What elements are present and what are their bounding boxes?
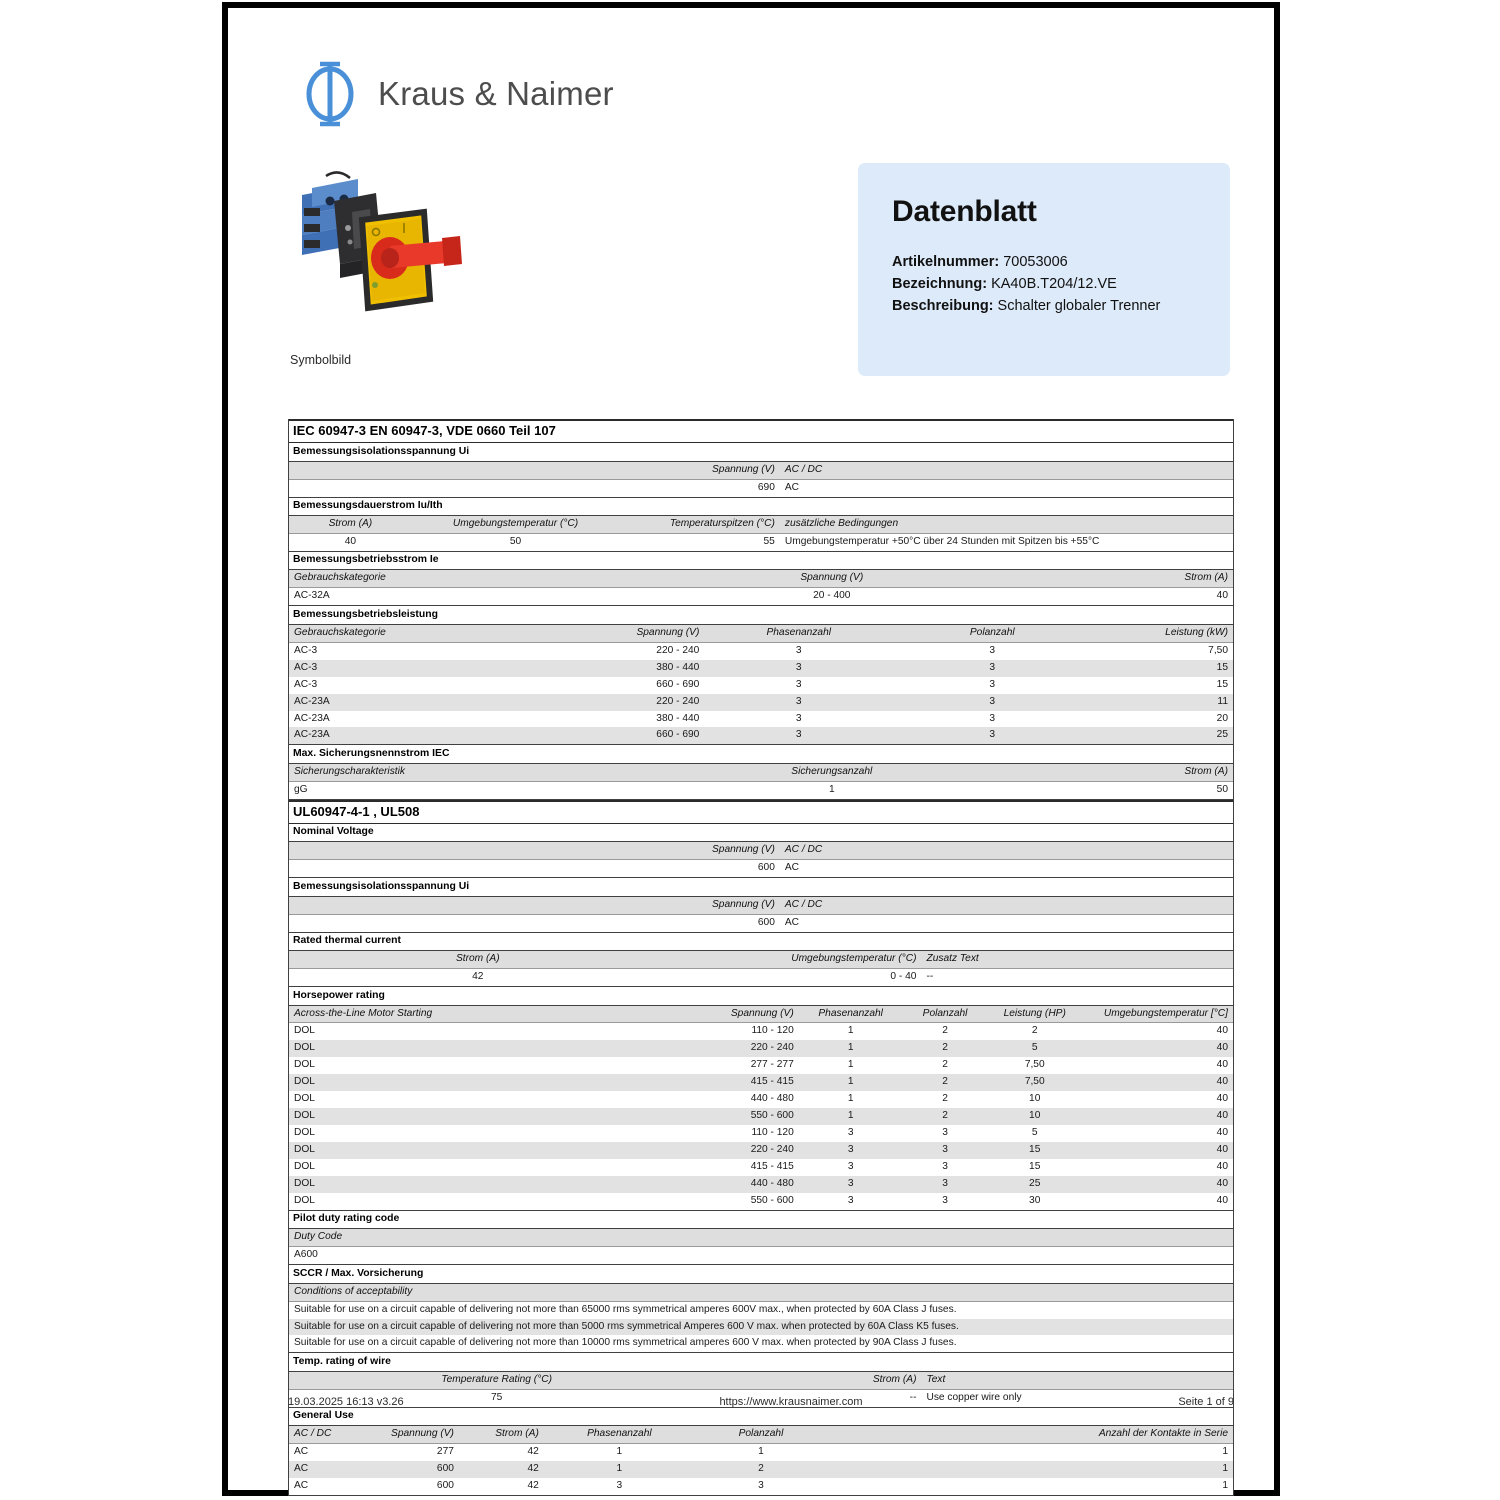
- table-cell: 440 - 480: [695, 1091, 799, 1108]
- table-cell: 40: [1082, 1023, 1233, 1040]
- table-cell: 3: [695, 1478, 827, 1495]
- table-cell: 2: [903, 1108, 988, 1125]
- table-cell: 1: [544, 1461, 695, 1478]
- table-row: [289, 1074, 1233, 1091]
- table-bemessungsisolationsspannung-ui: [289, 462, 1233, 498]
- footer-page-number: Seite 1 of 9: [1178, 1396, 1234, 1408]
- table-row: [289, 1040, 1233, 1057]
- table-cell: 5: [988, 1040, 1082, 1057]
- table-cell: 20: [1091, 711, 1233, 728]
- table-cell: 3: [799, 1125, 903, 1142]
- info-box-title: Datenblatt: [892, 195, 1037, 228]
- table-cell: A600: [289, 1247, 1233, 1265]
- table-bemessungsdauerstrom-iu-ith: [289, 516, 1233, 552]
- column-header-spannung-v: Spannung (V): [619, 570, 1044, 587]
- table-max-sicherungsnennstrom-iec: [289, 764, 1233, 800]
- table-nominal-voltage: [289, 842, 1233, 878]
- table-row: [289, 1125, 1233, 1142]
- table-cell: 2: [903, 1091, 988, 1108]
- column-header-zus-tzliche-bedingungen: zusätzliche Bedingungen: [780, 516, 1233, 533]
- table-cell: 1: [799, 1040, 903, 1057]
- table-cell: 3: [893, 711, 1091, 728]
- table-cell: 7,50: [988, 1057, 1082, 1074]
- group-title-bemessungsbetriebsstrom-ie: Bemessungsbetriebsstrom Ie: [289, 552, 1233, 570]
- column-header-ac-dc: AC / DC: [780, 462, 1233, 479]
- table-sccr-max-vorsicherung: [289, 1284, 1233, 1354]
- column-header-duty-code: Duty Code: [289, 1229, 1233, 1246]
- column-header-temperaturspitzen-c: Temperaturspitzen (°C): [619, 516, 779, 533]
- column-header-umgebungstemperatur-c: Umgebungstemperatur (°C): [412, 516, 620, 533]
- table-cell: 42: [459, 1444, 544, 1461]
- column-header-strom-a: Strom (A): [1044, 764, 1233, 781]
- column-header-spannung-v: Spannung (V): [516, 625, 705, 642]
- table-cell: 50: [1044, 781, 1233, 799]
- group-title-max-sicherungsnennstrom-iec: Max. Sicherungsnennstrom IEC: [289, 745, 1233, 763]
- group-title-bemessungsisolationsspannung-ui: Bemessungsisolationsspannung Ui: [289, 878, 1233, 896]
- table-row: [289, 1444, 1233, 1461]
- table-cell: --: [704, 1389, 921, 1407]
- table-cell: 1: [799, 1074, 903, 1091]
- column-header-ac-dc: AC / DC: [289, 1426, 374, 1443]
- table-cell: AC: [289, 1461, 374, 1478]
- column-header-umgebungstemperatur-c: Umgebungstemperatur (°C): [667, 951, 922, 968]
- table-cell: 3: [903, 1193, 988, 1210]
- table-cell: 3: [893, 727, 1091, 744]
- table-cell: DOL: [289, 1125, 695, 1142]
- table-cell: 50: [412, 534, 620, 552]
- table-cell: 40: [1082, 1142, 1233, 1159]
- table-cell: 690: [289, 479, 780, 497]
- table-row: [289, 677, 1233, 694]
- table-header-row: [289, 516, 1233, 533]
- table-cell: AC-23A: [289, 694, 516, 711]
- table-cell: 11: [1091, 694, 1233, 711]
- table-cell: 3: [704, 694, 893, 711]
- table-cell: DOL: [289, 1091, 695, 1108]
- group-title-horsepower-rating: Horsepower rating: [289, 987, 1233, 1005]
- table-cell: 75: [289, 1389, 704, 1407]
- table-cell: AC-3: [289, 642, 516, 659]
- table-horsepower-rating: [289, 1006, 1233, 1211]
- table-cell: 550 - 600: [695, 1108, 799, 1125]
- table-header-row: [289, 1284, 1233, 1301]
- info-field-beschreibung: [892, 295, 1196, 317]
- table-header-row: [289, 462, 1233, 479]
- table-cell: 20 - 400: [619, 588, 1044, 606]
- table-row: [289, 727, 1233, 744]
- table-general-use: [289, 1426, 1233, 1496]
- table-cell: 380 - 440: [516, 660, 705, 677]
- table-cell: 40: [1082, 1057, 1233, 1074]
- table-cell: 2: [903, 1074, 988, 1091]
- table-row: [289, 1159, 1233, 1176]
- table-row: [289, 534, 1233, 552]
- table-row: [289, 1301, 1233, 1318]
- table-bemessungsbetriebsleistung: [289, 625, 1233, 746]
- table-cell: AC: [289, 1478, 374, 1495]
- table-cell: 110 - 120: [695, 1125, 799, 1142]
- standard-title-ul60947-4-1-ul508: UL60947-4-1 , UL508: [289, 800, 1233, 824]
- table-cell: Suitable for use on a circuit capable of delivering not more than 10000 rms symmetrical amperes 600 V max. when protected by 90A Class J fuses.: [289, 1335, 1233, 1352]
- table-row: [289, 781, 1233, 799]
- column-header-strom-a: Strom (A): [459, 1426, 544, 1443]
- table-cell: 55: [619, 534, 779, 552]
- brand-header: [300, 60, 614, 128]
- table-cell: 0 - 40: [667, 969, 922, 987]
- info-field-value: Schalter globaler Trenner: [997, 298, 1161, 315]
- table-cell: 15: [988, 1142, 1082, 1159]
- table-cell: 15: [988, 1159, 1082, 1176]
- table-cell: DOL: [289, 1193, 695, 1210]
- table-cell: 3: [893, 642, 1091, 659]
- column-header-ac-dc: AC / DC: [780, 842, 1233, 859]
- group-title-sccr-max-vorsicherung: SCCR / Max. Vorsicherung: [289, 1265, 1233, 1283]
- brand-name: Kraus & Naimer: [378, 75, 614, 112]
- column-header-umgebungstemperatur-c: Umgebungstemperatur [°C]: [1082, 1006, 1233, 1023]
- table-cell: 1: [827, 1461, 1233, 1478]
- table-cell: 2: [903, 1040, 988, 1057]
- table-row: [289, 1461, 1233, 1478]
- table-cell: DOL: [289, 1142, 695, 1159]
- table-cell: gG: [289, 781, 619, 799]
- table-cell: 1: [799, 1023, 903, 1040]
- table-cell: 3: [893, 694, 1091, 711]
- table-cell: 5: [988, 1125, 1082, 1142]
- group-title-general-use: General Use: [289, 1408, 1233, 1426]
- table-row: [289, 914, 1233, 932]
- table-cell: 3: [799, 1159, 903, 1176]
- table-cell: 600: [289, 860, 780, 878]
- table-row: [289, 969, 1233, 987]
- column-header-polanzahl: Polanzahl: [695, 1426, 827, 1443]
- column-header-strom-a: Strom (A): [704, 1372, 921, 1389]
- table-header-row: [289, 764, 1233, 781]
- group-title-bemessungsbetriebsleistung: Bemessungsbetriebsleistung: [289, 606, 1233, 624]
- table-cell: 1: [827, 1478, 1233, 1495]
- table-header-row: [289, 570, 1233, 587]
- table-cell: 1: [827, 1444, 1233, 1461]
- table-row: [289, 1108, 1233, 1125]
- table-cell: 2: [695, 1461, 827, 1478]
- table-cell: 600: [289, 914, 780, 932]
- table-cell: Use copper wire only: [921, 1389, 1233, 1407]
- footer-url[interactable]: https://www.krausnaimer.com: [719, 1396, 863, 1408]
- table-cell: 40: [1082, 1193, 1233, 1210]
- table-cell: 3: [903, 1125, 988, 1142]
- table-cell: 40: [1082, 1176, 1233, 1193]
- table-cell: 40: [1082, 1040, 1233, 1057]
- column-header-spannung-v: Spannung (V): [289, 842, 780, 859]
- table-row: [289, 1193, 1233, 1210]
- column-header-phasenanzahl: Phasenanzahl: [704, 625, 893, 642]
- table-cell: 220 - 240: [516, 694, 705, 711]
- table-header-row: [289, 1372, 1233, 1389]
- info-field-artikelnummer: [892, 251, 1196, 273]
- table-cell: 3: [704, 727, 893, 744]
- table-cell: Suitable for use on a circuit capable of delivering not more than 65000 rms symmetrical amperes 600V max., when protected by 60A Class J fuses.: [289, 1301, 1233, 1318]
- table-cell: 3: [903, 1142, 988, 1159]
- column-header-text: Text: [921, 1372, 1233, 1389]
- table-cell: AC-23A: [289, 711, 516, 728]
- table-cell: 3: [704, 660, 893, 677]
- table-cell: 10: [988, 1108, 1082, 1125]
- specification-tables: [288, 419, 1234, 1496]
- table-cell: AC-23A: [289, 727, 516, 744]
- info-field-value: 70053006: [1003, 254, 1068, 270]
- table-bemessungsbetriebsstrom-ie: [289, 570, 1233, 606]
- table-row: [289, 860, 1233, 878]
- group-title-temp-rating-of-wire: Temp. rating of wire: [289, 1353, 1233, 1371]
- table-cell: Suitable for use on a circuit capable of delivering not more than 5000 rms symmetrical Amperes 600 V max. when protected by 60A Class K5 fuses.: [289, 1319, 1233, 1336]
- table-row: [289, 1091, 1233, 1108]
- table-cell: 40: [289, 534, 412, 552]
- table-row: [289, 1319, 1233, 1336]
- table-cell: 3: [704, 677, 893, 694]
- column-header-gebrauchskategorie: Gebrauchskategorie: [289, 570, 619, 587]
- column-header-polanzahl: Polanzahl: [893, 625, 1091, 642]
- column-header-sicherungscharakteristik: Sicherungscharakteristik: [289, 764, 619, 781]
- group-title-bemessungsisolationsspannung-ui: Bemessungsisolationsspannung Ui: [289, 443, 1233, 461]
- table-cell: AC: [780, 914, 1233, 932]
- table-cell: 3: [903, 1176, 988, 1193]
- column-header-phasenanzahl: Phasenanzahl: [544, 1426, 695, 1443]
- table-cell: 1: [799, 1091, 903, 1108]
- column-header-phasenanzahl: Phasenanzahl: [799, 1006, 903, 1023]
- table-cell: 7,50: [988, 1074, 1082, 1091]
- table-cell: DOL: [289, 1074, 695, 1091]
- table-cell: 25: [988, 1176, 1082, 1193]
- table-cell: 40: [1082, 1108, 1233, 1125]
- table-cell: 1: [619, 781, 1044, 799]
- info-field-value: KA40B.T204/12.VE: [991, 276, 1117, 293]
- document-page: [222, 2, 1280, 1496]
- table-header-row: [289, 897, 1233, 914]
- page-footer: [288, 1396, 1234, 1408]
- table-cell: 550 - 600: [695, 1193, 799, 1210]
- table-cell: 7,50: [1091, 642, 1233, 659]
- table-cell: 1: [695, 1444, 827, 1461]
- standard-title-iec-60947-3-en-60947-3-vde-0660-teil-107: IEC 60947-3 EN 60947-3, VDE 0660 Teil 107: [289, 419, 1233, 443]
- table-cell: 380 - 440: [516, 711, 705, 728]
- table-cell: 220 - 240: [695, 1040, 799, 1057]
- table-cell: DOL: [289, 1108, 695, 1125]
- table-cell: DOL: [289, 1159, 695, 1176]
- table-cell: 3: [893, 660, 1091, 677]
- table-cell: 30: [988, 1193, 1082, 1210]
- column-header-conditions-of-acceptability: Conditions of acceptability: [289, 1284, 1233, 1301]
- group-title-bemessungsdauerstrom-iu-ith: Bemessungsdauerstrom Iu/Ith: [289, 498, 1233, 516]
- table-cell: AC: [289, 1444, 374, 1461]
- column-header-across-the-line-motor-starting: Across-the-Line Motor Starting: [289, 1006, 695, 1023]
- product-photo: [290, 168, 520, 343]
- info-field-label: Bezeichnung:: [892, 276, 988, 293]
- table-cell: AC: [780, 860, 1233, 878]
- table-cell: 2: [903, 1023, 988, 1040]
- table-pilot-duty-rating-code: [289, 1229, 1233, 1265]
- column-header-anzahl-der-kontakte-in-serie: Anzahl der Kontakte in Serie: [827, 1426, 1233, 1443]
- table-cell: 600: [374, 1478, 459, 1495]
- table-row: [289, 1247, 1233, 1265]
- table-cell: DOL: [289, 1057, 695, 1074]
- table-cell: 40: [1082, 1159, 1233, 1176]
- table-row: [289, 1335, 1233, 1352]
- column-header-polanzahl: Polanzahl: [903, 1006, 988, 1023]
- table-header-row: [289, 951, 1233, 968]
- table-cell: 660 - 690: [516, 727, 705, 744]
- group-title-nominal-voltage: Nominal Voltage: [289, 824, 1233, 842]
- table-row: [289, 642, 1233, 659]
- column-header-spannung-v: Spannung (V): [374, 1426, 459, 1443]
- footer-timestamp: 19.03.2025 16:13 v3.26: [288, 1396, 404, 1408]
- table-cell: 42: [289, 969, 667, 987]
- table-cell: 40: [1082, 1074, 1233, 1091]
- table-cell: 277: [374, 1444, 459, 1461]
- table-cell: 415 - 415: [695, 1074, 799, 1091]
- table-cell: 3: [704, 711, 893, 728]
- table-cell: 3: [799, 1142, 903, 1159]
- table-bemessungsisolationsspannung-ui: [289, 897, 1233, 933]
- table-row: [289, 1057, 1233, 1074]
- table-cell: 3: [893, 677, 1091, 694]
- table-row: [289, 479, 1233, 497]
- table-cell: 15: [1091, 660, 1233, 677]
- group-title-pilot-duty-rating-code: Pilot duty rating code: [289, 1211, 1233, 1229]
- table-cell: 3: [799, 1176, 903, 1193]
- table-cell: DOL: [289, 1040, 695, 1057]
- column-header-leistung-kw: Leistung (kW): [1091, 625, 1233, 642]
- table-cell: DOL: [289, 1023, 695, 1040]
- table-cell: 1: [544, 1444, 695, 1461]
- table-cell: 3: [903, 1159, 988, 1176]
- table-cell: 220 - 240: [516, 642, 705, 659]
- column-header-strom-a: Strom (A): [289, 516, 412, 533]
- table-cell: 42: [459, 1461, 544, 1478]
- column-header-spannung-v: Spannung (V): [289, 897, 780, 914]
- table-cell: 1: [799, 1108, 903, 1125]
- column-header-spannung-v: Spannung (V): [289, 462, 780, 479]
- datasheet-info-box: [858, 163, 1230, 376]
- column-header-spannung-v: Spannung (V): [695, 1006, 799, 1023]
- table-cell: 415 - 415: [695, 1159, 799, 1176]
- table-cell: AC-3: [289, 677, 516, 694]
- table-cell: 600: [374, 1461, 459, 1478]
- table-header-row: [289, 1006, 1233, 1023]
- product-caption: Symbolbild: [290, 353, 352, 367]
- table-row: [289, 694, 1233, 711]
- table-cell: AC: [780, 479, 1233, 497]
- table-cell: 40: [1082, 1125, 1233, 1142]
- table-header-row: [289, 1426, 1233, 1443]
- table-cell: 277 - 277: [695, 1057, 799, 1074]
- table-cell: 2: [988, 1023, 1082, 1040]
- table-cell: 440 - 480: [695, 1176, 799, 1193]
- table-row: [289, 711, 1233, 728]
- table-row: [289, 1142, 1233, 1159]
- column-header-leistung-hp: Leistung (HP): [988, 1006, 1082, 1023]
- info-field-label: Artikelnummer:: [892, 254, 1000, 270]
- table-cell: 40: [1082, 1091, 1233, 1108]
- column-header-sicherungsanzahl: Sicherungsanzahl: [619, 764, 1044, 781]
- phi-logo-icon: [300, 60, 360, 128]
- table-cell: 3: [544, 1478, 695, 1495]
- table-cell: 40: [1044, 588, 1233, 606]
- table-row: [289, 1478, 1233, 1495]
- table-cell: 660 - 690: [516, 677, 705, 694]
- group-title-rated-thermal-current: Rated thermal current: [289, 933, 1233, 951]
- table-rated-thermal-current: [289, 951, 1233, 987]
- column-header-strom-a: Strom (A): [1044, 570, 1233, 587]
- table-cell: 3: [704, 642, 893, 659]
- table-cell: 1: [799, 1057, 903, 1074]
- table-cell: Umgebungstemperatur +50°C über 24 Stunden mit Spitzen bis +55°C: [780, 534, 1233, 552]
- table-cell: AC-3: [289, 660, 516, 677]
- table-row: [289, 1023, 1233, 1040]
- table-header-row: [289, 625, 1233, 642]
- table-row: [289, 588, 1233, 606]
- table-cell: AC-32A: [289, 588, 619, 606]
- table-cell: --: [921, 969, 1233, 987]
- table-cell: 42: [459, 1478, 544, 1495]
- info-field-label: Beschreibung:: [892, 298, 994, 315]
- table-cell: 25: [1091, 727, 1233, 744]
- table-header-row: [289, 842, 1233, 859]
- table-row: [289, 660, 1233, 677]
- table-cell: 2: [903, 1057, 988, 1074]
- table-row: [289, 1176, 1233, 1193]
- table-cell: 10: [988, 1091, 1082, 1108]
- info-field-bezeichnung: [892, 273, 1196, 295]
- table-cell: DOL: [289, 1176, 695, 1193]
- column-header-ac-dc: AC / DC: [780, 897, 1233, 914]
- column-header-temperature-rating-c: Temperature Rating (°C): [289, 1372, 704, 1389]
- table-cell: 220 - 240: [695, 1142, 799, 1159]
- table-cell: 3: [799, 1193, 903, 1210]
- product-image-block: [290, 168, 520, 367]
- column-header-zusatz-text: Zusatz Text: [921, 951, 1233, 968]
- table-cell: 110 - 120: [695, 1023, 799, 1040]
- table-cell: 15: [1091, 677, 1233, 694]
- column-header-gebrauchskategorie: Gebrauchskategorie: [289, 625, 516, 642]
- table-header-row: [289, 1229, 1233, 1246]
- column-header-strom-a: Strom (A): [289, 951, 667, 968]
